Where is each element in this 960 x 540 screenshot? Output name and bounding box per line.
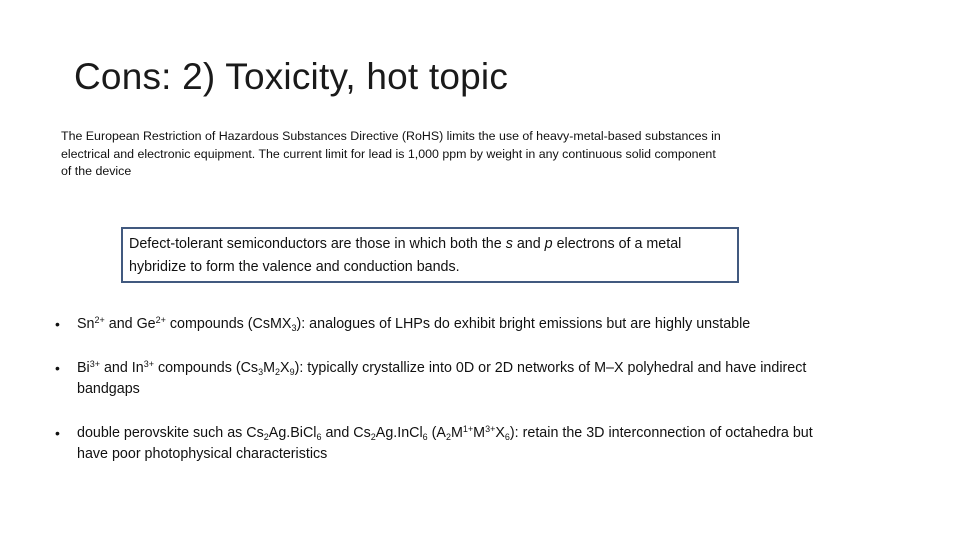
- definition-p-orbital: p: [544, 236, 553, 252]
- subscript: 2: [275, 366, 281, 377]
- bullet-text: (A: [427, 424, 446, 441]
- superscript: 3+: [485, 423, 496, 434]
- definition-text-3: electrons of a metal hybridize to form the valence and conduction bands.: [129, 236, 682, 275]
- bullet-text: double perovskite such as Cs: [77, 424, 264, 441]
- subscript: 3: [291, 323, 297, 333]
- subscript: 6: [504, 431, 510, 442]
- bullet-text: Bi: [77, 359, 90, 376]
- subscript: 6: [422, 431, 428, 442]
- bullet-text: compounds (CsMX: [165, 316, 292, 332]
- bullet-text: and In: [99, 359, 144, 376]
- definition-box: [121, 227, 739, 283]
- bullet-sn-ge: [55, 314, 815, 336]
- definition-text-1: Defect-tolerant semiconductors are those in which both the: [129, 236, 506, 252]
- bullet-text: ): retain the 3D interconnection of octahedra but have poor photophysical characteristics: [77, 424, 813, 462]
- intro-paragraph: The European Restriction of Hazardous Substances Directive (RoHS) limits the use of heavy-metal-based substances in electrical and electronic equipment. The current limit for lead is 1,000 ppm by weight in any continuous solid component of the device: [61, 129, 721, 178]
- bullet-list: [55, 314, 815, 466]
- bullet-text: compounds (Cs: [153, 359, 259, 376]
- superscript: 2+: [155, 315, 166, 325]
- bullet-marker: •: [55, 316, 60, 332]
- subscript: 2: [263, 431, 269, 442]
- bullet-text: M: [473, 424, 486, 441]
- definition-text-2: and: [512, 236, 545, 252]
- subscript: 2: [370, 431, 376, 442]
- bullet-text: X: [495, 424, 505, 441]
- superscript: 3+: [143, 358, 154, 369]
- superscript: 1+: [462, 423, 474, 434]
- subscript: 2: [445, 431, 451, 442]
- superscript: 3+: [89, 358, 100, 369]
- bullet-bi-in: [55, 358, 815, 401]
- bullet-text: M: [263, 359, 276, 376]
- subscript: 3: [258, 366, 264, 377]
- bullet-double-perovskite: [55, 423, 815, 466]
- bullet-text: and Cs: [321, 424, 371, 441]
- subscript: 9: [289, 366, 295, 377]
- bullet-text: Ag.BiCl: [268, 424, 317, 441]
- bullet-text: and Ge: [104, 316, 156, 332]
- bullet-text: Ag.InCl: [375, 424, 423, 441]
- bullet-text: Sn: [77, 316, 95, 332]
- definition-s-orbital: s: [505, 236, 513, 252]
- superscript: 2+: [94, 315, 105, 325]
- slide-title: Cons: 2) Toxicity, hot topic: [74, 56, 509, 97]
- bullet-text: X: [280, 359, 290, 376]
- bullet-text: ): analogues of LHPs do exhibit bright emissions but are highly unstable: [296, 316, 751, 332]
- bullet-text: M: [450, 424, 463, 441]
- bullet-text: ): typically crystallize into 0D or 2D networks of M–X polyhedral and have indirect bandgaps: [77, 359, 807, 397]
- bullet-marker: •: [55, 359, 60, 376]
- subscript: 6: [316, 431, 322, 442]
- bullet-marker: •: [55, 424, 60, 441]
